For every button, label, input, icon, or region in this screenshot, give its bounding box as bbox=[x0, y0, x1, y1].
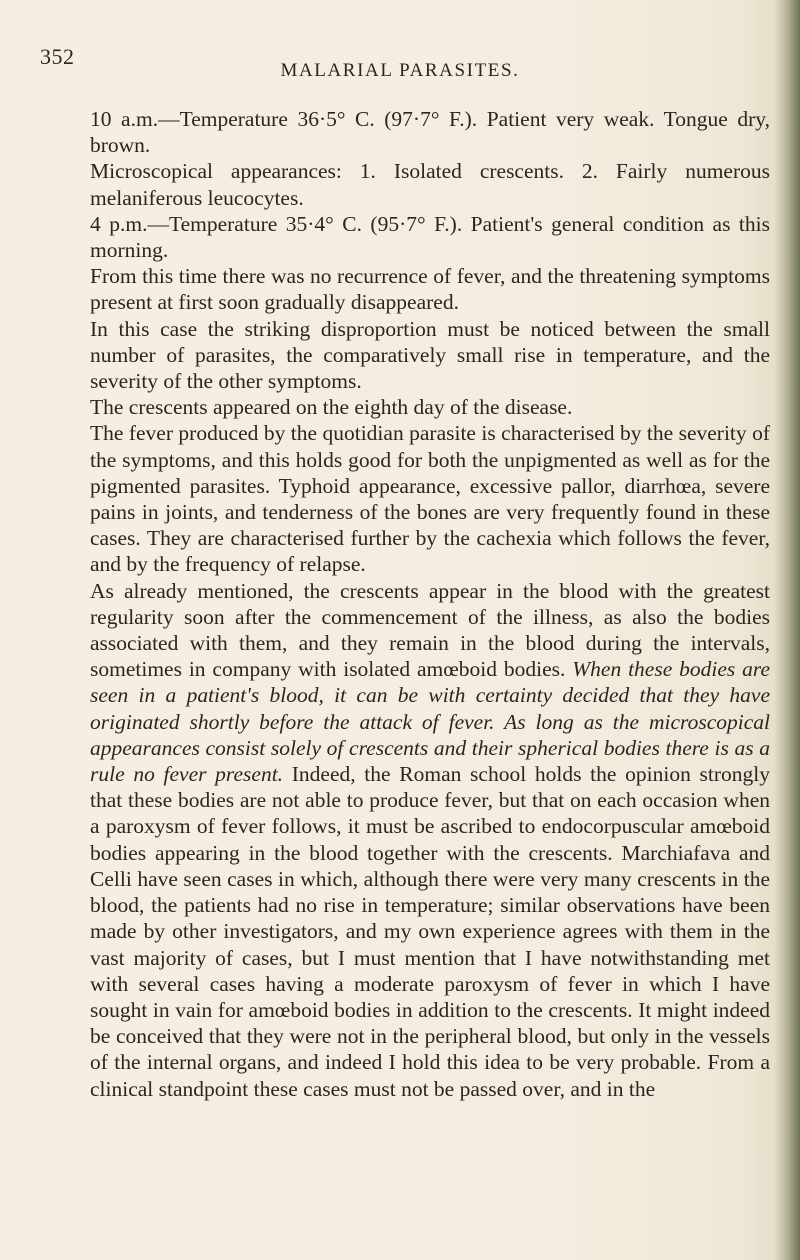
paragraph-no-recurrence: From this time there was no recurrence of fever, and the threatening symptoms present at first soon gradually disappeared. bbox=[90, 264, 770, 315]
paragraph-quotidian-fever: The fever produced by the quotidian parasite is characterised by the severity of the symptoms, and this holds good for both the unpigmented as well as for the pigmented parasites. Typhoid appearance, excessive pallor, diarrhœa, severe pains in joints, and tenderness of the bones are very frequently found in these cases. They are characterised further by the cachexia which follows the fever, and by the frequency of relapse. bbox=[90, 421, 770, 577]
paragraph-temperature-4pm: 4 p.m.—Temperature 35·4° C. (95·7° F.). Patient's general condition as this morning. bbox=[90, 211, 770, 263]
paragraph-text-continued: Indeed, the Roman school holds the opinion strongly that these bodies are not able to produce fever, but that on each occasion when a paroxysm of fever follows, it must be ascribed to endocorpuscular amœboid bodies appearing in the blood together with the crescents. Marchiafava and Celli have seen cases in which, although there were very many crescents in the blood, the patients had no rise in temperature; similar observations have been made by other investigators, and my own experience agrees with them in the vast majority of cases, but I must mention that I have notwithstanding met with several cases having a moderate paroxysm of fever in which I have sought in vain for amœboid bodies in addition to the crescents. It might indeed be conceived that they were not in the peripheral blood, but only in the vessels of the internal organs, and indeed I hold this idea to be very probable. From a clinical standpoint these cases must not be passed over, and in the bbox=[90, 762, 770, 1101]
paragraph-crescents-eighth-day: The crescents appeared on the eighth day of the disease. bbox=[90, 395, 573, 420]
page-edge-shadow bbox=[774, 0, 800, 1260]
italic-passage: When these bodies are seen in a patient's blood, it can be with certainty decided that they have originated shortly before the attack of fever. As long as the microscopical appearances consist solely of crescents and their spherical bodies there is as a rule no fever present. bbox=[90, 657, 770, 787]
running-title: MALARIAL PARASITES. bbox=[280, 60, 520, 81]
page-number: 352 bbox=[40, 44, 75, 69]
body-text bbox=[90, 106, 770, 1102]
paragraph-temperature-10am: 10 a.m.—Temperature 36·5° C. (97·7° F.). Patient very weak. Tongue dry, brown. bbox=[90, 107, 770, 158]
paragraph-disproportion: In this case the striking disproportion must be noticed between the small number of parasites, the comparatively small rise in temperature, and the severity of the other symptoms. bbox=[90, 316, 770, 394]
paragraph-microscopical-appearances: Microscopical appearances: 1. Isolated crescents. 2. Fairly numerous melaniferous leucocytes. bbox=[90, 159, 770, 210]
paragraph-text: As already mentioned, the crescents appear in the blood with the greatest regularity soon after the commencement of the illness, as also the bodies associated with them, and they remain in the blood during the intervals, sometimes in company with isolated amœboid bodies. bbox=[90, 578, 770, 682]
paragraph-crescents-regularity bbox=[90, 578, 770, 1102]
